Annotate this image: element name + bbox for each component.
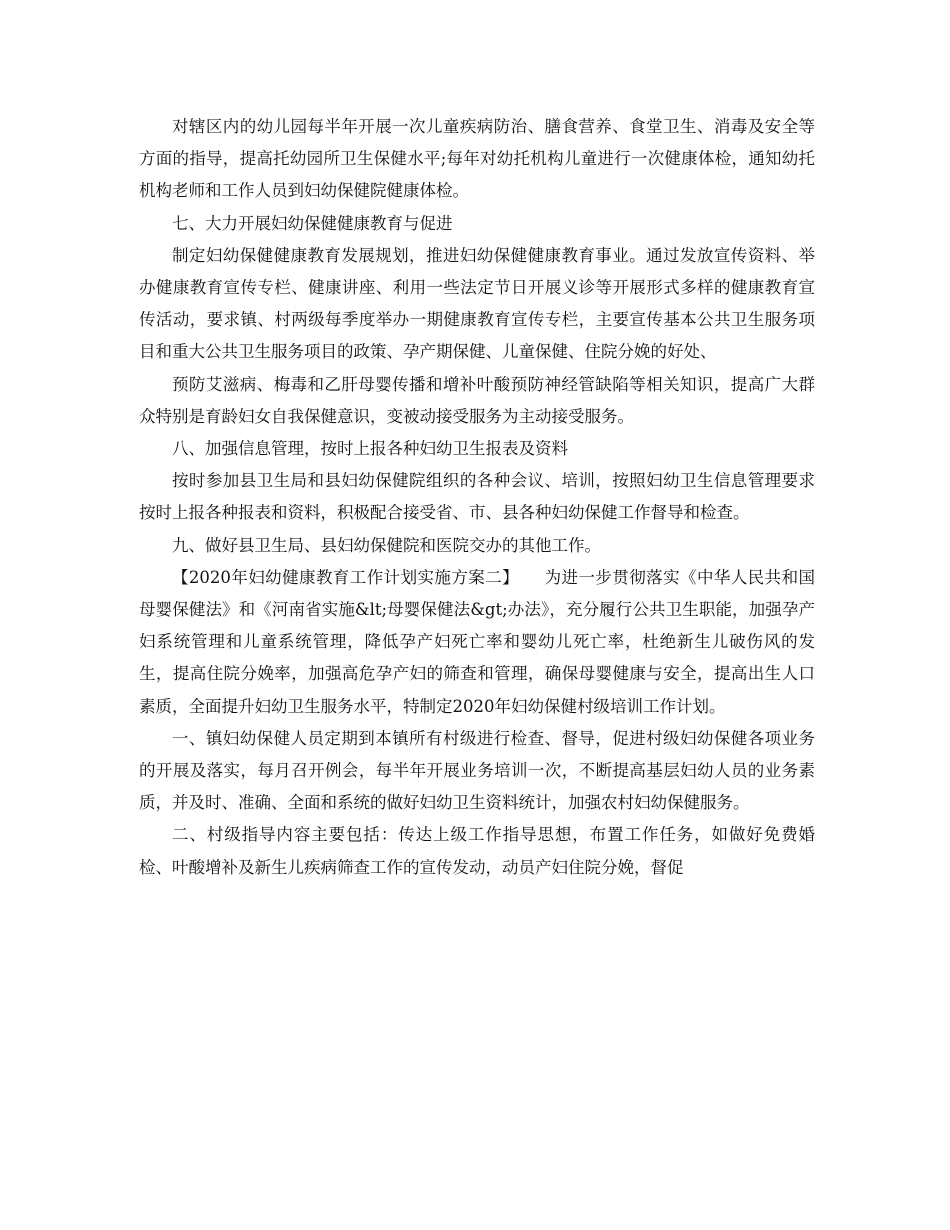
paragraph-plan-two-intro: 【2020年妇幼健康教育工作计划实施方案二】 为进一步贯彻落实《中华人民共和国母婴保健法》和《河南省实施&lt;母婴保健法&gt;办法》，充分履行公共卫生职能，加强孕产妇系统管理和儿童系统管理，降低孕产妇死亡率和婴幼儿死亡率，杜绝新生儿破伤风的发生，提高住院分娩率，加强高危孕产妇的筛查和管理，确保母婴健康与安全，提高出生人口素质，全面提升妇幼卫生服务水平，特制定2020年妇幼保健村级培训工作计划。 bbox=[139, 567, 815, 716]
paragraph-kindergarten-guidance: 对辖区内的幼儿园每半年开展一次儿童疾病防治、膳食营养、食堂卫生、消毒及安全等方面的指导，提高托幼园所卫生保健水平;每年对幼托机构儿童进行一次健康体检，通知幼托机构老师和工作人员到妇幼保健院健康体检。 bbox=[139, 117, 815, 201]
paragraph-information-management: 按时参加县卫生局和县妇幼保健院组织的各种会议、培训，按照妇幼卫生信息管理要求按时上报各种报表和资料，积极配合接受省、市、县各种妇幼保健工作督导和检查。 bbox=[139, 471, 815, 523]
heading-section-eight: 八、加强信息管理，按时上报各种妇幼卫生报表及资料 bbox=[172, 439, 568, 459]
paragraph-disease-prevention: 预防艾滋病、梅毒和乙肝母婴传播和增补叶酸预防神经管缺陷等相关知识，提高广大群众特别是育龄妇女自我保健意识，变被动接受服务为主动接受服务。 bbox=[139, 374, 815, 426]
heading-section-seven: 七、大力开展妇幼保健健康教育与促进 bbox=[172, 213, 453, 233]
paragraph-item-one: 一、镇妇幼保健人员定期到本镇所有村级进行检查、督导，促进村级妇幼保健各项业务的开展及落实，每月召开例会，每半年开展业务培训一次，不断提高基层妇幼人员的业务素质，并及时、准确、全面和系统的做好妇幼卫生资料统计，加强农村妇幼保健服务。 bbox=[139, 728, 815, 813]
paragraph-health-education: 制定妇幼保健健康教育发展规划，推进妇幼保健健康教育事业。通过发放宣传资料、举办健康教育宣传专栏、健康讲座、利用一些法定节日开展义诊等开展形式多样的健康教育宣传活动，要求镇、村两级每季度举办一期健康教育宣传专栏，主要宣传基本公共卫生服务项目和重大公共卫生服务项目的政策、孕产期保健、儿童保健、住院分娩的好处、 bbox=[139, 245, 815, 362]
paragraph-item-two: 二、村级指导内容主要包括：传达上级工作指导思想，布置工作任务，如做好免费婚检、叶酸增补及新生儿疾病筛查工作的宣传发动，动员产妇住院分娩，督促 bbox=[139, 825, 815, 877]
heading-section-nine: 九、做好县卫生局、县妇幼保健院和医院交办的其他工作。 bbox=[172, 535, 601, 555]
